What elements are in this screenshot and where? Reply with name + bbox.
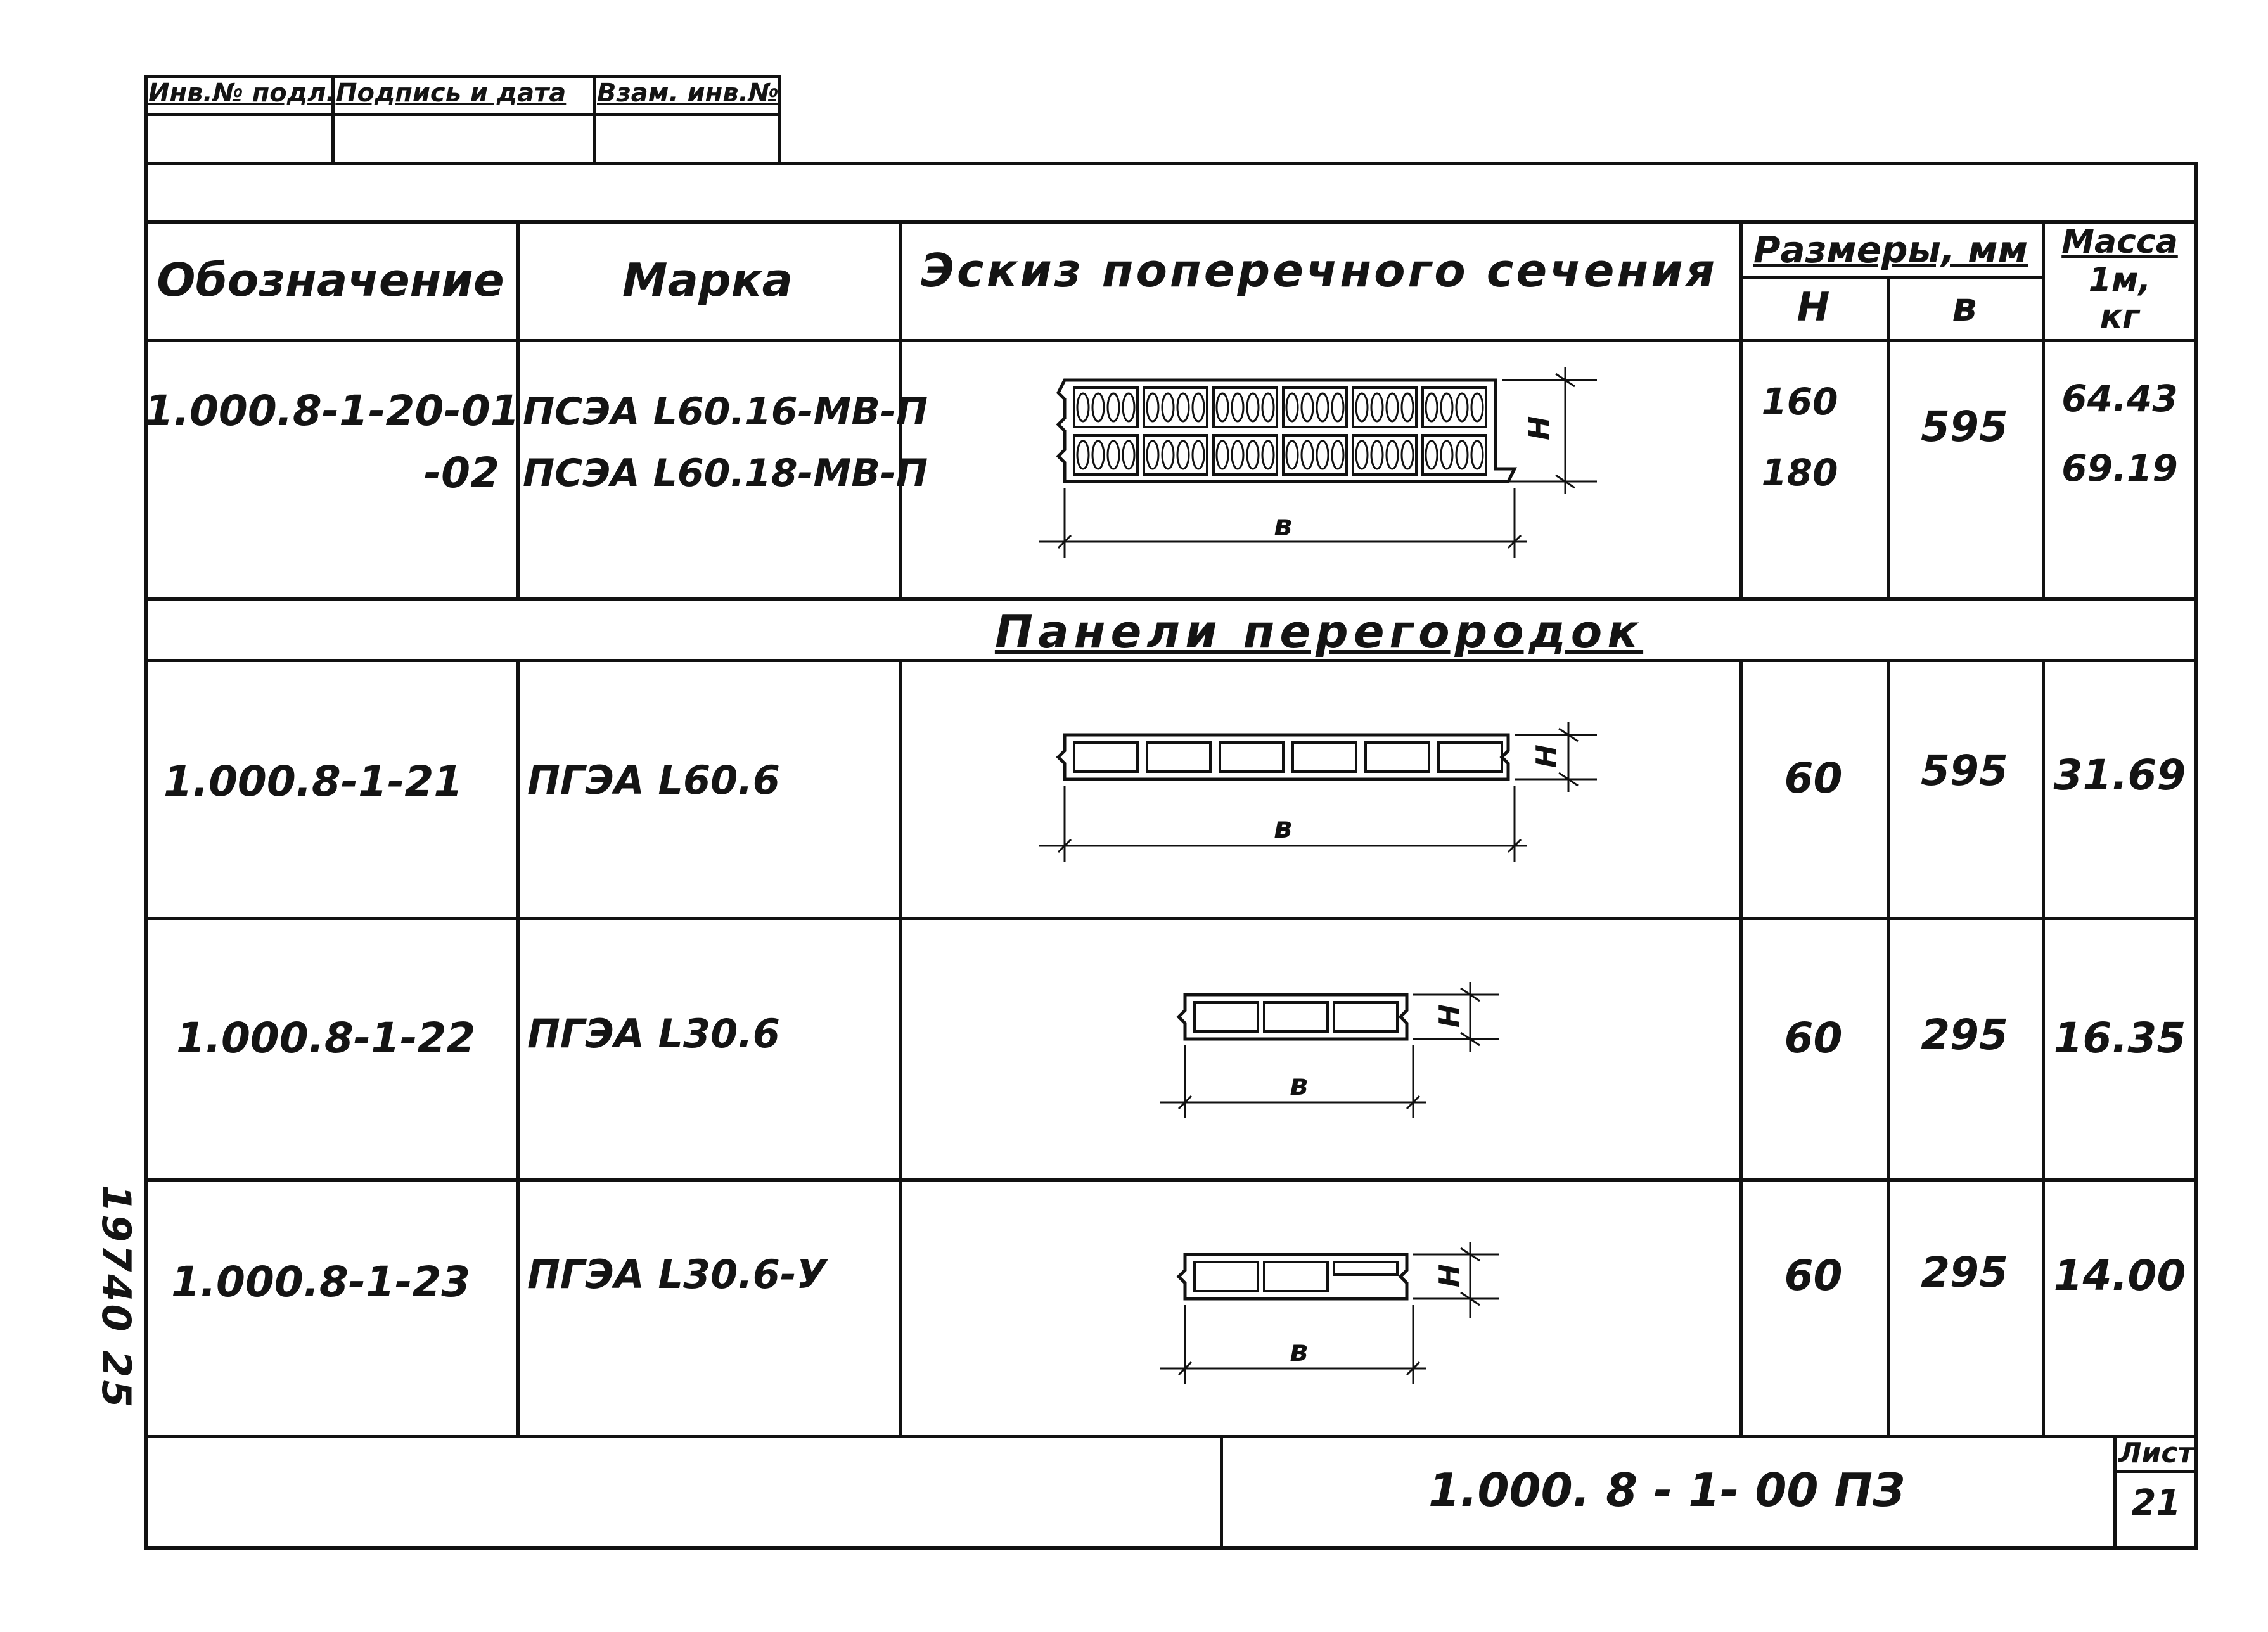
sketch1-insulation	[1332, 393, 1343, 421]
row1-bottom-line	[144, 597, 2198, 601]
sketch1-insulation	[1387, 441, 1398, 469]
header-oboznachenie: Обозначение	[157, 253, 504, 307]
sketch1-insulation	[1426, 393, 1437, 421]
row1-massa-2: 69.19	[2061, 447, 2178, 490]
sketch1-insulation	[1077, 393, 1089, 421]
sketch1-insulation	[1286, 441, 1298, 469]
row2-h: 60	[1784, 754, 1843, 803]
sketch4-dim-b: в	[1290, 1334, 1309, 1368]
sketch4-dim-h: Н	[1433, 1264, 1466, 1287]
sketch1-insulation	[1471, 393, 1483, 421]
row2-b: 595	[1921, 746, 2008, 795]
sketch1-insulation	[1247, 441, 1259, 469]
sketch1-insulation	[1147, 441, 1158, 469]
row1-marka-1: ПСЭА L60.16-МВ-П	[523, 390, 928, 434]
sketch1-insulation	[1262, 441, 1274, 469]
sketch1-insulation	[1402, 441, 1413, 469]
sketch1-insulation	[1232, 393, 1243, 421]
footer-list-label: Лист	[2118, 1437, 2194, 1469]
header-massa-2: 1м,	[2088, 261, 2151, 299]
sketch1-insulation	[1456, 441, 1468, 469]
sketch-section-row4	[1153, 1223, 1534, 1400]
sketch1-insulation	[1147, 393, 1158, 421]
row4-massa: 14.00	[2053, 1251, 2186, 1300]
header-razmery: Размеры, мм	[1753, 228, 2028, 271]
sketch1-insulation	[1387, 393, 1398, 421]
sketch2-dim-h: Н	[1530, 744, 1563, 768]
sketch1-insulation	[1441, 441, 1452, 469]
row4-marka: ПГЭА L30.6-У	[527, 1251, 827, 1297]
sketch1-insulation	[1302, 393, 1313, 421]
sketch1-insulation	[1262, 393, 1274, 421]
sketch1-insulation	[1108, 393, 1119, 421]
stamp-signature-label: Подпись и дата	[336, 79, 567, 108]
header-top-line	[144, 220, 2198, 224]
size-subheader-line	[1739, 276, 2042, 279]
row3-oboznachenie: 1.000.8-1-22	[176, 1014, 476, 1062]
sketch1-insulation	[1077, 441, 1089, 469]
sketch1-insulation	[1456, 393, 1468, 421]
header-h: Н	[1797, 284, 1830, 330]
row2-oboznachenie: 1.000.8-1-21	[163, 757, 463, 806]
row1-h-2: 180	[1761, 451, 1838, 494]
sketch1-insulation	[1092, 393, 1104, 421]
sketch1-insulation	[1193, 393, 1204, 421]
sketch3-dim-b: в	[1290, 1068, 1309, 1102]
row3-b: 295	[1921, 1010, 2008, 1059]
row1-oboznachenie-2: -02	[423, 449, 499, 497]
sketch1-insulation	[1123, 441, 1134, 469]
sketch1-insulation	[1356, 393, 1368, 421]
sketch1-insulation	[1217, 441, 1228, 469]
footer-code: 1.000. 8 - 1- 00 ПЗ	[1428, 1463, 1905, 1517]
sketch1-insulation	[1332, 441, 1343, 469]
sketch1-insulation	[1317, 393, 1328, 421]
sketch1-insulation	[1426, 441, 1437, 469]
sketch1-insulation	[1317, 441, 1328, 469]
sketch1-insulation	[1162, 441, 1174, 469]
row3-massa: 16.35	[2053, 1014, 2186, 1062]
section-title: Панели перегородок	[994, 605, 1644, 658]
sketch1-insulation	[1232, 441, 1243, 469]
stamp-inv-label: Инв.№ подл.	[148, 79, 336, 108]
sketch3-dim-h: Н	[1433, 1004, 1466, 1028]
row3-bottom-line	[144, 1178, 2198, 1182]
sketch2-dim-b: в	[1274, 810, 1293, 845]
header-eskiz: Эскиз поперечного сечения	[921, 244, 1717, 297]
row1-massa-1: 64.43	[2061, 377, 2178, 420]
sketch1-insulation	[1123, 393, 1134, 421]
sketch1-insulation	[1108, 441, 1119, 469]
row1-marka-2: ПСЭА L60.18-МВ-П	[523, 451, 928, 495]
row4-h: 60	[1784, 1251, 1843, 1300]
sketch1-insulation	[1177, 393, 1189, 421]
sketch1-insulation	[1286, 393, 1298, 421]
sketch1-insulation	[1371, 441, 1383, 469]
stamp-replace-label: Взам. инв.№	[597, 79, 779, 108]
row4-b: 295	[1921, 1248, 2008, 1297]
col-line-2b	[899, 659, 902, 1435]
row3-marka: ПГЭА L30.6	[527, 1010, 780, 1057]
row4-bottom-line	[144, 1435, 2198, 1438]
sketch1-insulation	[1092, 441, 1104, 469]
row1-b: 595	[1921, 402, 2008, 451]
sketch1-insulation	[1247, 393, 1259, 421]
header-massa-3: кг	[2099, 298, 2140, 336]
row1-oboznachenie-1: 1.000.8-1-20-01	[144, 386, 520, 435]
header-massa-1: Масса	[2061, 223, 2178, 261]
row3-h: 60	[1784, 1014, 1843, 1062]
sketch-section-row2	[1014, 703, 1648, 881]
sketch1-insulation	[1302, 441, 1313, 469]
sketch-section-row3	[1153, 963, 1534, 1134]
sketch1-insulation	[1471, 441, 1483, 469]
footer-list-number: 21	[2131, 1482, 2181, 1524]
row2-marka: ПГЭА L60.6	[527, 757, 780, 803]
sketch1-insulation	[1356, 441, 1368, 469]
sketch-section-row1	[1014, 355, 1648, 570]
header-b: в	[1952, 284, 1977, 330]
approval-stamp	[144, 75, 781, 163]
row2-massa: 31.69	[2053, 751, 2186, 800]
col-line-1b	[516, 659, 520, 1435]
sketch1-insulation	[1441, 393, 1452, 421]
footer-list-line	[2113, 1470, 2196, 1473]
sketch1-insulation	[1371, 393, 1383, 421]
row1-h-1: 160	[1761, 380, 1838, 423]
side-archive-number: 19740 25	[93, 1185, 139, 1410]
header-marka: Марка	[622, 253, 793, 307]
sketch1-insulation	[1217, 393, 1228, 421]
row2-bottom-line	[144, 917, 2198, 920]
sketch1-insulation	[1162, 393, 1174, 421]
sketch1-dim-h: Н	[1522, 416, 1556, 440]
sketch1-insulation	[1402, 393, 1413, 421]
sketch1-insulation	[1177, 441, 1189, 469]
row4-oboznachenie: 1.000.8-1-23	[171, 1258, 471, 1306]
sketch1-dim-b: в	[1274, 508, 1293, 542]
sketch1-insulation	[1193, 441, 1204, 469]
